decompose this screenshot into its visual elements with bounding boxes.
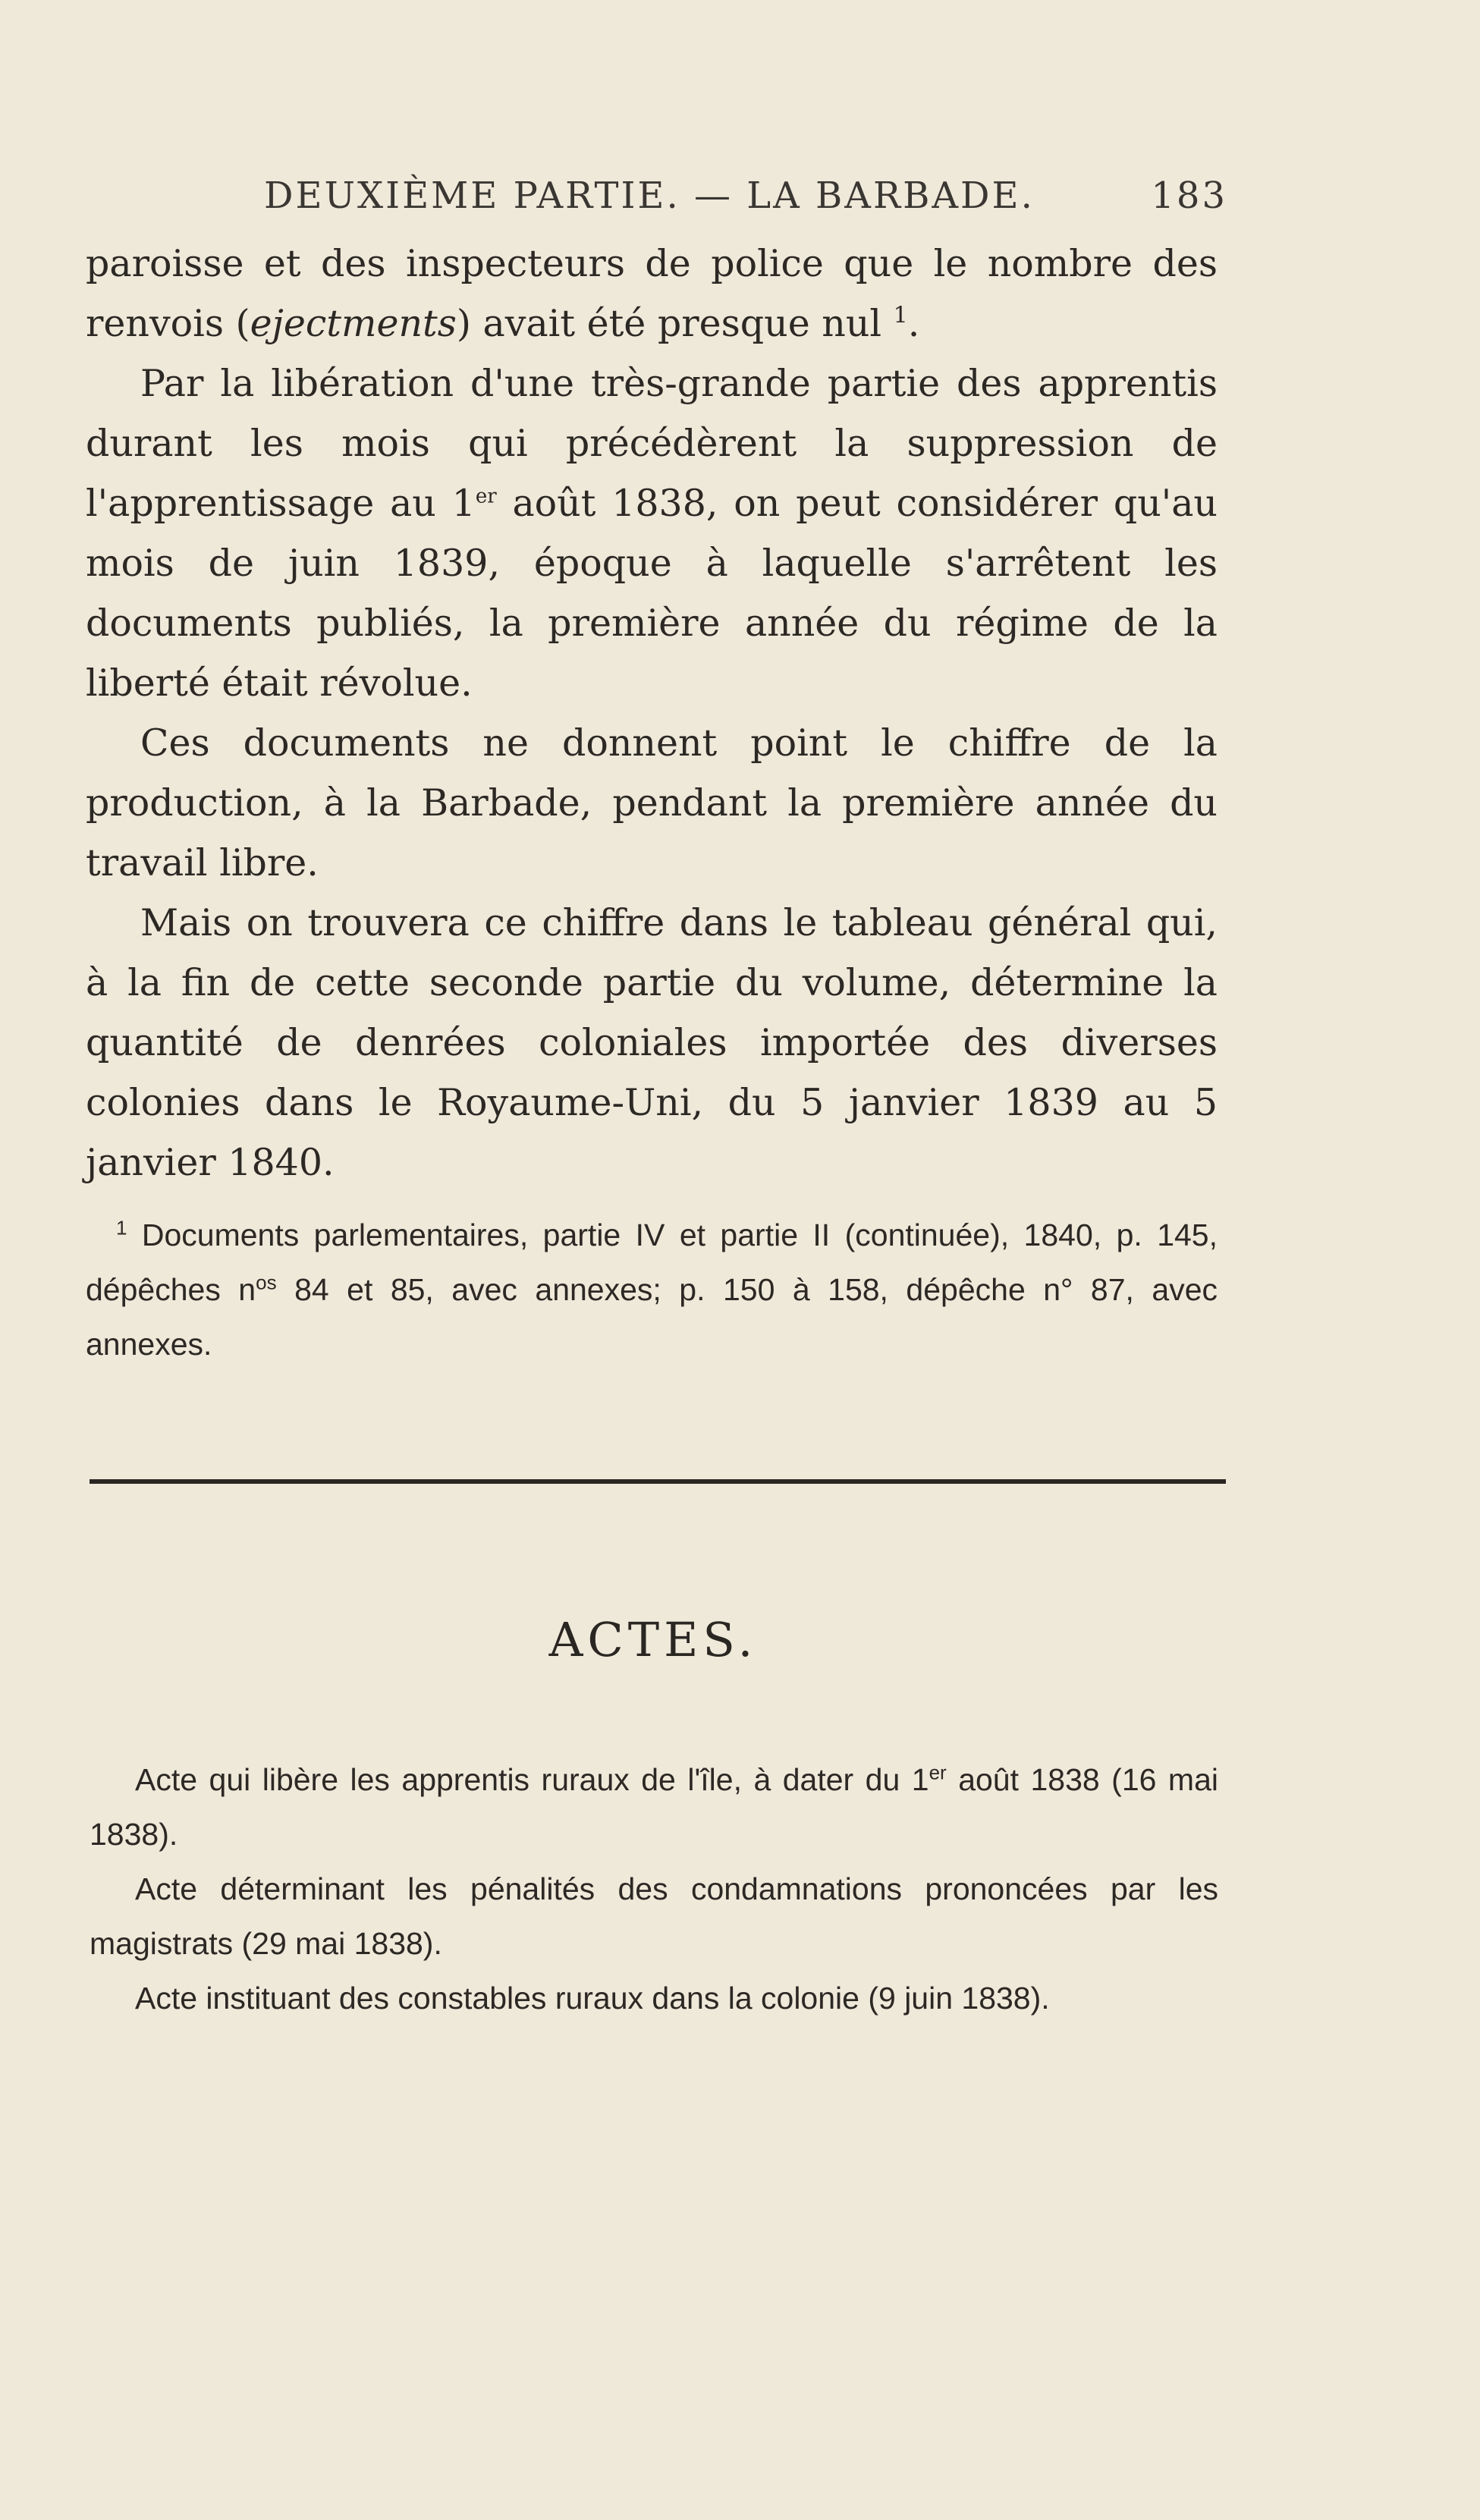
act-item: Acte déterminant les pénalités des condamnations prononcées par les magistrats (29 mai 1838). — [90, 1871, 1218, 1961]
footnote-text — [86, 1208, 1218, 1372]
paragraph-2-text-end: août 1838, on peut considérer qu'au mois de juin 1839, époque à laquelle s'arrêtent les documents publiés, la première année du régime de la liberté était révolue. — [86, 482, 1218, 705]
paragraph-4: Mais on trouvera ce chiffre dans le tableau général qui, à la fin de cette seconde partie du volume, détermine la quantité de denrées coloniales importée des diverses colonies dans le Royaume-Uni, du 5 janvier 1839 au 5 janvier 1840. — [86, 901, 1218, 1184]
paragraph-1 — [86, 234, 1218, 353]
running-header — [264, 165, 1227, 218]
footnote-text-end: 84 et 85, avec annexes; p. 150 à 158, dépêche n° 87, avec annexes. — [86, 1272, 1218, 1362]
act-item-text-end: août 1838 (16 mai 1838). — [90, 1762, 1218, 1852]
page-number: 183 — [1151, 174, 1227, 217]
paragraph-1-period: . — [907, 302, 920, 345]
act-item: Acte instituant des constables ruraux dans la colonie (9 juin 1838). — [135, 1981, 1050, 2016]
body-text — [86, 234, 1218, 1192]
acts-list — [90, 1752, 1218, 2025]
paragraph-3: Ces documents ne donnent point le chiffre de la production, à la Barbade, pendant la première année du travail libre. — [86, 721, 1218, 885]
running-header-title: DEUXIÈME PARTIE. — LA BARBADE. — [264, 174, 1035, 217]
footnote-reference[interactable]: 1 — [893, 302, 908, 329]
footnote-marker: 1 — [116, 1216, 127, 1240]
footnote-text-start: Documents parlementaires, partie IV et partie II (continuée), 1840, p. 145, dépêches n — [86, 1218, 1218, 1307]
superscript: er — [475, 485, 497, 508]
superscript: er — [929, 1761, 947, 1784]
horizontal-rule — [90, 1479, 1226, 1484]
paragraph-1-text: paroisse et des inspecteurs de police que le nombre des renvois ( — [86, 242, 1218, 345]
act-item-text: Acte qui libère les apprentis ruraux de l'île, à dater du 1 — [135, 1762, 929, 1797]
paragraph-2 — [86, 353, 1218, 713]
superscript: os — [256, 1271, 277, 1294]
paragraph-2-text: Par la libération d'une très-grande partie des apprentis durant les mois qui précédèrent la suppression de l'apprentissage au 1 — [86, 362, 1218, 525]
footnote — [86, 1208, 1218, 1372]
paragraph-1-text-end: ) avait été presque nul — [456, 302, 882, 345]
act-item — [90, 1752, 1218, 1862]
italic-term: ejectments — [250, 302, 457, 345]
section-title: ACTES. — [548, 1612, 758, 1667]
